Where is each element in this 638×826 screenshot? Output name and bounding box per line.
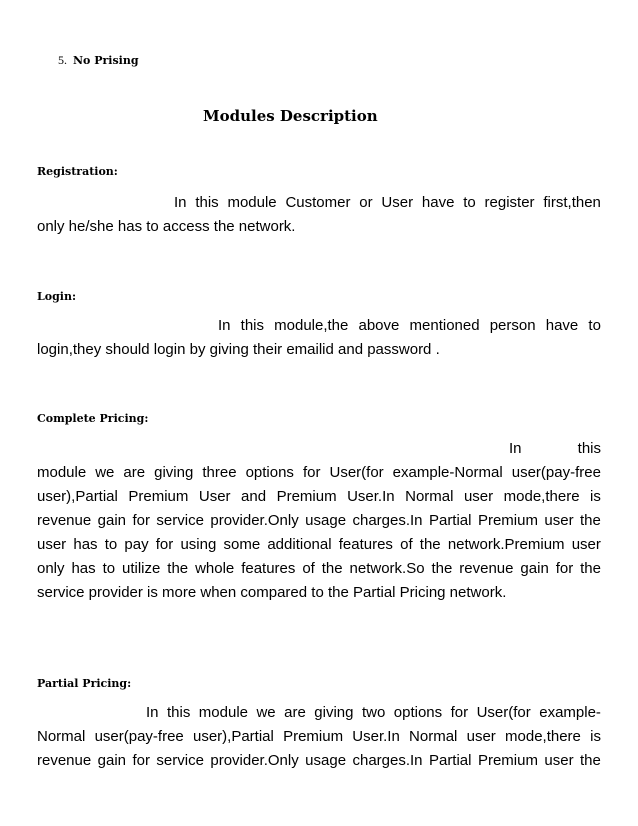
word: are [284,704,306,721]
word: additional [267,536,332,553]
word: we [95,464,115,481]
paragraph-line [37,314,601,338]
word: User.In [352,728,400,745]
word: the [419,536,441,553]
word: provider.Only [210,512,299,529]
word: this [166,704,191,721]
word: giving [154,464,194,481]
word: Premium [477,512,538,529]
word: the [321,560,343,577]
paragraph-line [37,485,601,509]
paragraph-line [37,461,601,485]
word: pay [124,536,149,553]
word: of [302,560,315,577]
word: provider.Only [210,752,299,769]
word: mode,there [503,488,580,505]
word: user),Partial [192,728,274,745]
word: only [37,560,65,577]
list-item-5 [58,53,139,68]
word: mode,there [505,728,581,745]
paragraph-line [37,749,601,773]
word: usage [305,752,347,769]
section-heading-partial-pricing: Partial Pricing: [37,677,132,690]
word: user [466,728,496,745]
word: User.In [347,488,395,505]
word: whole [195,560,235,577]
word: some [223,536,261,553]
word: module,the [274,317,349,334]
word: for [132,512,150,529]
word: Premium [283,728,344,745]
word: Customer [285,194,351,211]
word: are [123,464,146,481]
word: this [577,440,601,457]
section-body-login [37,314,601,362]
section-body-complete-pricing [37,437,601,605]
paragraph-line [37,533,601,557]
paragraph-line [37,191,601,215]
word: User(for [329,464,384,481]
word: options [245,464,294,481]
word: In [509,440,522,457]
word: three [202,464,237,481]
word: network.Premium [447,536,565,553]
section-heading-login: Login: [37,290,76,303]
word: revenue [37,512,92,529]
word: have [545,317,579,334]
word: giving [314,704,354,721]
word: this [195,194,219,211]
list-item-text: No Prising [73,54,139,67]
word: user(pay-free [94,728,184,745]
word: User [198,488,231,505]
word: example- [539,704,601,721]
word: has [73,536,98,553]
word: utilize [122,560,161,577]
section-heading-registration: Registration: [37,165,118,178]
word: for [155,536,174,553]
word: charges.In [352,512,423,529]
word: revenue [37,752,92,769]
word: Partial [428,512,472,529]
word: is [590,728,601,745]
word: have [421,194,455,211]
word: Premium [128,488,189,505]
word: Premium [276,488,337,505]
word: mentioned [409,317,480,334]
page-title: Modules Description [203,107,378,125]
paragraph-line: service provider is more when compared to the Partial Pricing network. [37,584,507,601]
word: person [489,317,536,334]
word: In [174,194,187,211]
word: and [241,488,267,505]
word: has [71,560,96,577]
word: revenue [459,560,514,577]
word: the [580,512,601,529]
word: In [218,317,231,334]
paragraph-line [37,437,601,461]
word: for [302,464,321,481]
word: for [555,560,574,577]
word: Normal [37,728,86,745]
word: for [450,704,469,721]
word: user [37,536,67,553]
word: module [227,194,277,211]
paragraph-line [37,557,601,581]
word: the [580,752,601,769]
word: features [338,536,393,553]
list-number: 5. [58,53,67,67]
word: module [37,464,87,481]
word: Premium [477,752,538,769]
word: module [198,704,248,721]
word: user [463,488,494,505]
word: to [588,317,601,334]
section-heading-complete-pricing: Complete Pricing: [37,412,149,425]
word: gain [97,752,127,769]
paragraph-line [37,509,601,533]
word: to [102,560,116,577]
word: user),Partial [37,488,118,505]
word: service [156,512,204,529]
section-body-registration [37,191,601,239]
word: of [400,536,413,553]
word: using [180,536,217,553]
word: first,then [543,194,601,211]
word: User(for [476,704,531,721]
word: user(pay-free [511,464,601,481]
word: usage [305,512,347,529]
word: this [240,317,264,334]
word: In [146,704,159,721]
word: features [241,560,296,577]
word: or [359,194,373,211]
word: user [571,536,601,553]
word: User [381,194,414,211]
word: register [484,194,535,211]
word: to [463,194,476,211]
word: to [104,536,118,553]
paragraph-line: login,they should login by giving their emailid and password . [37,341,440,358]
word: Partial [428,752,472,769]
word: Normal [405,488,454,505]
section-body-partial-pricing [37,701,601,773]
word: for [132,752,150,769]
word: above [358,317,400,334]
word: service [156,752,204,769]
word: we [256,704,276,721]
word: the [431,560,453,577]
word: example-Normal [392,464,503,481]
paragraph-line [37,701,601,725]
word: options [393,704,443,721]
word: user [544,512,574,529]
word: Normal [409,728,458,745]
word: is [590,488,601,505]
word: the [167,560,189,577]
word: two [361,704,386,721]
word: charges.In [352,752,423,769]
paragraph-line: only he/she has to access the network. [37,218,296,235]
paragraph-line [37,725,601,749]
word: the [580,560,601,577]
word: network.So [349,560,425,577]
word: gain [520,560,549,577]
word: user [544,752,574,769]
word: gain [97,512,127,529]
